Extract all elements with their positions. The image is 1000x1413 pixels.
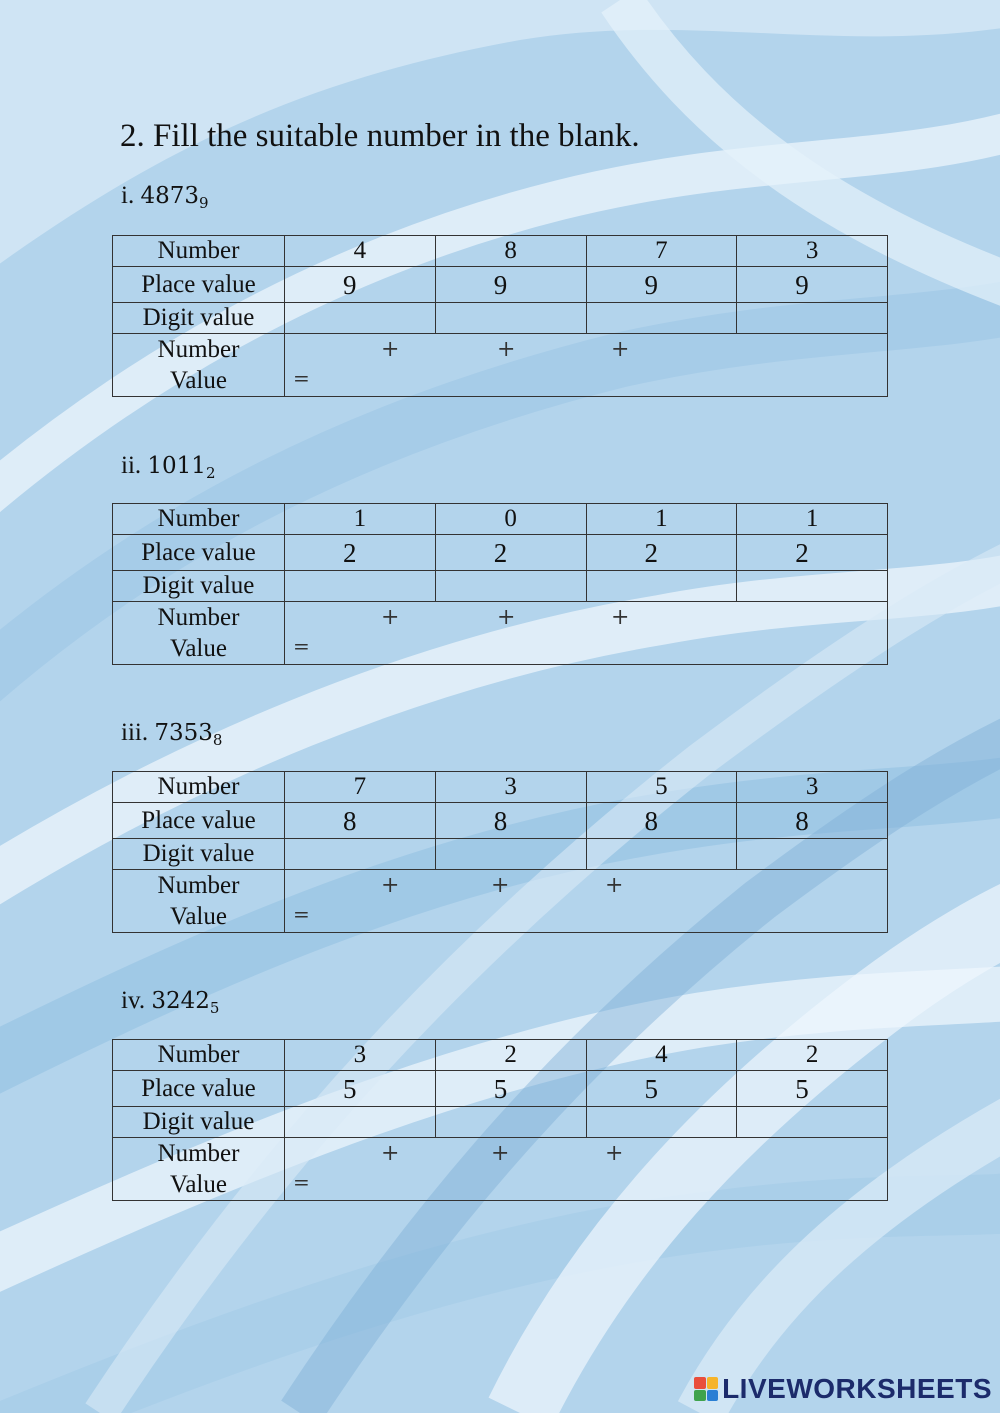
- equals-sign: =: [293, 366, 310, 390]
- logo-mark-icon: [694, 1377, 718, 1401]
- row-label-number-value-line2: Value: [170, 367, 227, 394]
- plus-sign: +: [605, 873, 624, 898]
- row-label-place-value: Place value: [113, 267, 285, 303]
- digit-cell: 1: [737, 504, 888, 535]
- place-value-cell[interactable]: 9: [737, 267, 888, 303]
- digit-cell: 1: [586, 504, 737, 535]
- number-value-row: [113, 334, 888, 397]
- number-value-row: [113, 1138, 888, 1201]
- row-label-number-value-line1: Number: [157, 1140, 240, 1167]
- place-value-cell[interactable]: 9: [586, 267, 737, 303]
- digit-value-row: [113, 1107, 888, 1138]
- exercise-label: [121, 719, 222, 749]
- place-value-cell[interactable]: 8: [285, 803, 436, 839]
- number-value-blank[interactable]: [285, 602, 888, 665]
- digit-value-row: [113, 839, 888, 870]
- digit-value-blank[interactable]: [285, 303, 436, 334]
- number-row: [113, 504, 888, 535]
- plus-sign: +: [605, 1141, 624, 1166]
- digit-value-blank[interactable]: [285, 1107, 436, 1138]
- row-label-number-value-line1: Number: [157, 604, 240, 631]
- place-value-cell[interactable]: 5: [285, 1071, 436, 1107]
- plus-sign: +: [381, 337, 400, 362]
- number-value-blank[interactable]: [285, 1138, 888, 1201]
- digit-value-blank[interactable]: [435, 839, 586, 870]
- equals-sign: =: [293, 1170, 310, 1194]
- plus-sign: +: [491, 873, 510, 898]
- exercise-prefix: iii.: [121, 719, 155, 746]
- row-label-place-value: Place value: [113, 1071, 285, 1107]
- exercise-base: 9: [199, 194, 209, 212]
- digit-cell: 7: [285, 772, 436, 803]
- digit-cell: 3: [737, 236, 888, 267]
- liveworksheets-logo: [694, 1373, 992, 1405]
- row-label-number: Number: [113, 1040, 285, 1071]
- place-value-table: [112, 235, 888, 397]
- digit-value-blank[interactable]: [586, 571, 737, 602]
- exercise-base: 5: [209, 999, 220, 1017]
- exercise-prefix: iv.: [121, 987, 152, 1014]
- row-label-digit-value: Digit value: [113, 571, 285, 602]
- digit-value-row: [113, 303, 888, 334]
- equals-sign: =: [293, 902, 310, 926]
- number-row: [113, 772, 888, 803]
- exercise-prefix: i.: [121, 182, 141, 209]
- digit-value-blank[interactable]: [586, 303, 737, 334]
- row-label-digit-value: Digit value: [113, 303, 285, 334]
- digit-cell: 3: [285, 1040, 436, 1071]
- logo-square: [694, 1377, 706, 1389]
- digit-value-blank[interactable]: [435, 303, 586, 334]
- row-label-number: Number: [113, 504, 285, 535]
- digit-value-blank[interactable]: [586, 1107, 737, 1138]
- row-label-place-value: Place value: [113, 803, 285, 839]
- place-value-row: [113, 1071, 888, 1107]
- row-label-number-value-line2: Value: [170, 1171, 227, 1198]
- digit-cell: 7: [586, 236, 737, 267]
- place-value-table: [112, 503, 888, 665]
- plus-sign: +: [611, 605, 630, 630]
- exercise-number: 1011: [147, 453, 206, 479]
- row-label-number-value-line1: Number: [157, 336, 240, 363]
- digit-value-blank[interactable]: [435, 1107, 586, 1138]
- row-label-number-value: [113, 334, 285, 397]
- row-label-number-value-line2: Value: [170, 635, 227, 662]
- exercise-base: 8: [212, 731, 223, 749]
- digit-cell: 0: [435, 504, 586, 535]
- exercise-base: 2: [205, 464, 216, 482]
- digit-cell: 2: [435, 1040, 586, 1071]
- plus-sign: +: [381, 873, 400, 898]
- exercise-number: 7353: [154, 720, 213, 746]
- exercise-number: 4873: [140, 183, 199, 209]
- row-label-number-value-line2: Value: [170, 903, 227, 930]
- place-value-row: [113, 535, 888, 571]
- logo-square: [707, 1390, 719, 1402]
- plus-sign: +: [497, 605, 516, 630]
- place-value-cell[interactable]: 2: [586, 535, 737, 571]
- exercise-label: [121, 182, 209, 212]
- place-value-cell[interactable]: 5: [586, 1071, 737, 1107]
- place-value-cell[interactable]: 2: [435, 535, 586, 571]
- exercise-label: [121, 987, 219, 1017]
- place-value-cell[interactable]: 8: [586, 803, 737, 839]
- place-value-cell[interactable]: 5: [435, 1071, 586, 1107]
- place-value-cell[interactable]: 5: [737, 1071, 888, 1107]
- place-value-cell[interactable]: 9: [435, 267, 586, 303]
- place-value-row: [113, 803, 888, 839]
- digit-cell: 1: [285, 504, 436, 535]
- equals-sign: =: [293, 634, 310, 658]
- row-label-number: Number: [113, 236, 285, 267]
- row-label-number-value-line1: Number: [157, 872, 240, 899]
- place-value-table: [112, 771, 888, 933]
- place-value-cell[interactable]: 8: [737, 803, 888, 839]
- plus-sign: +: [611, 337, 630, 362]
- digit-value-blank[interactable]: [586, 839, 737, 870]
- digit-cell: 4: [285, 236, 436, 267]
- place-value-cell[interactable]: 8: [435, 803, 586, 839]
- number-value-row: [113, 870, 888, 933]
- digit-cell: 3: [435, 772, 586, 803]
- plus-sign: +: [491, 1141, 510, 1166]
- digit-value-blank[interactable]: [737, 571, 888, 602]
- number-value-blank[interactable]: [285, 870, 888, 933]
- exercise-label: [121, 452, 216, 482]
- digit-cell: 2: [737, 1040, 888, 1071]
- digit-cell: 3: [737, 772, 888, 803]
- brand-name: LIVEWORKSHEETS: [722, 1373, 992, 1404]
- number-value-row: [113, 602, 888, 665]
- digit-cell: 8: [435, 236, 586, 267]
- digit-value-blank[interactable]: [737, 1107, 888, 1138]
- place-value-cell[interactable]: 2: [285, 535, 436, 571]
- place-value-cell[interactable]: 9: [285, 267, 436, 303]
- row-label-number: Number: [113, 772, 285, 803]
- place-value-cell[interactable]: 2: [737, 535, 888, 571]
- logo-square: [707, 1377, 719, 1389]
- number-row: [113, 1040, 888, 1071]
- exercise-prefix: ii.: [121, 452, 148, 479]
- digit-value-blank[interactable]: [737, 303, 888, 334]
- page-title: 2. Fill the suitable number in the blank.: [120, 118, 640, 154]
- plus-sign: +: [381, 605, 400, 630]
- row-label-number-value: [113, 870, 285, 933]
- number-row: [113, 236, 888, 267]
- digit-value-blank[interactable]: [737, 839, 888, 870]
- row-label-digit-value: Digit value: [113, 1107, 285, 1138]
- place-value-row: [113, 267, 888, 303]
- row-label-place-value: Place value: [113, 535, 285, 571]
- row-label-digit-value: Digit value: [113, 839, 285, 870]
- digit-value-blank[interactable]: [285, 571, 436, 602]
- plus-sign: +: [497, 337, 516, 362]
- digit-value-row: [113, 571, 888, 602]
- digit-cell: 4: [586, 1040, 737, 1071]
- exercise-number: 3242: [151, 988, 210, 1014]
- digit-value-blank[interactable]: [435, 571, 586, 602]
- row-label-number-value: [113, 1138, 285, 1201]
- number-value-blank[interactable]: [285, 334, 888, 397]
- plus-sign: +: [381, 1141, 400, 1166]
- logo-square: [694, 1390, 706, 1402]
- digit-value-blank[interactable]: [285, 839, 436, 870]
- place-value-table: [112, 1039, 888, 1201]
- digit-cell: 5: [586, 772, 737, 803]
- row-label-number-value: [113, 602, 285, 665]
